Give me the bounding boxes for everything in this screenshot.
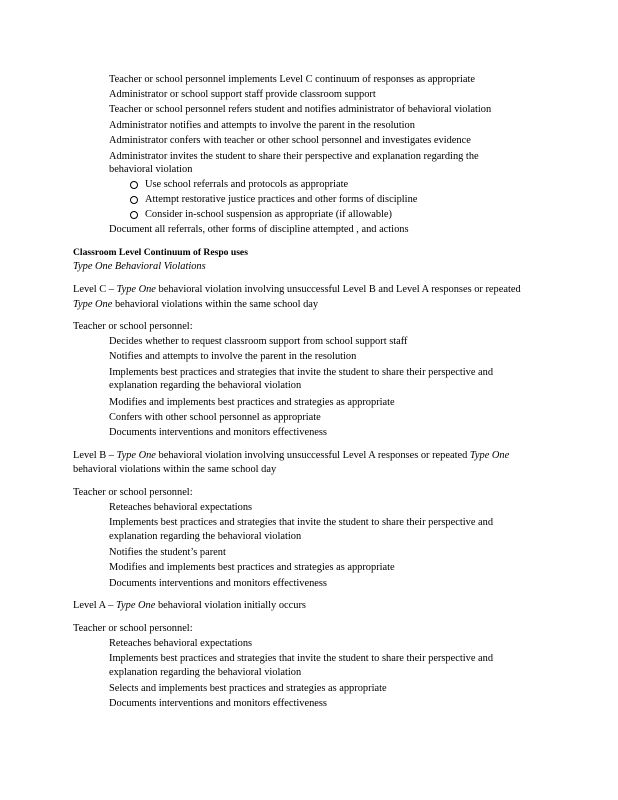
section-subheading: Type One Behavioral Violations	[73, 261, 206, 272]
list-item: Documents interventions and monitors effectiveness	[109, 427, 327, 438]
sub-bullet-circle	[130, 211, 138, 219]
list-item-continuation: explanation regarding the behavioral violation	[109, 667, 302, 678]
list-item: Selects and implements best practices and strategies as appropriate	[109, 683, 387, 694]
list-item: Notifies and attempts to involve the parent in the resolution	[109, 351, 357, 362]
level-b-description: Level B – Type One behavioral violation involving unsuccessful Level A responses or repeated Type One	[73, 450, 510, 461]
list-item-continuation: explanation regarding the behavioral violation	[109, 380, 302, 391]
list-item: Implements best practices and strategies that invite the student to share their perspective and	[109, 367, 494, 378]
list-item: Administrator confers with teacher or other school personnel and investigates evidence	[109, 135, 471, 146]
list-item: Modifies and implements best practices and strategies as appropriate	[109, 397, 395, 408]
level-c-description-continuation: Type One behavioral violations within the same school day	[73, 299, 319, 310]
list-item: Administrator invites the student to share their perspective and explanation regarding the	[109, 151, 479, 162]
level-c-description: Level C – Type One behavioral violation involving unsuccessful Level B and Level A responses or repeated	[73, 284, 521, 295]
list-item: Administrator or school support staff provide classroom support	[109, 89, 376, 100]
sub-bullet-circle	[130, 196, 138, 204]
level-b-description-continuation: behavioral violations within the same school day	[73, 464, 277, 475]
list-item: Reteaches behavioral expectations	[109, 638, 253, 649]
list-item: Modifies and implements best practices and strategies as appropriate	[109, 562, 395, 573]
list-item: Decides whether to request classroom support from school support staff	[109, 336, 408, 347]
list-item: Reteaches behavioral expectations	[109, 502, 253, 513]
list-item: Teacher or school personnel implements Level C continuum of responses as appropriate	[109, 74, 476, 85]
level-a-description: Level A – Type One behavioral violation initially occurs	[73, 600, 306, 611]
list-item: Confers with other school personnel as appropriate	[109, 412, 321, 423]
list-item-continuation: behavioral violation	[109, 164, 193, 175]
list-item: Notifies the student’s parent	[109, 547, 226, 558]
list-item-continuation: explanation regarding the behavioral violation	[109, 531, 302, 542]
list-item: Documents interventions and monitors effectiveness	[109, 698, 327, 709]
section-heading: Classroom Level Continuum of Respo uses	[73, 247, 248, 258]
list-item: Teacher or school personnel refers student and notifies administrator of behavioral violation	[109, 104, 492, 115]
level-c-intro: Teacher or school personnel:	[73, 321, 193, 332]
list-item: Administrator notifies and attempts to involve the parent in the resolution	[109, 120, 415, 131]
level-b-intro: Teacher or school personnel:	[73, 487, 193, 498]
sub-list-item: Consider in-school suspension as appropriate (if allowable)	[145, 209, 393, 220]
sub-bullet-circle	[130, 181, 138, 189]
sub-list-item: Attempt restorative justice practices and other forms of discipline	[145, 194, 418, 205]
list-item: Documents interventions and monitors effectiveness	[109, 578, 327, 589]
list-item: Implements best practices and strategies that invite the student to share their perspective and	[109, 653, 494, 664]
level-a-intro: Teacher or school personnel:	[73, 623, 193, 634]
list-item: Implements best practices and strategies that invite the student to share their perspective and	[109, 517, 494, 528]
sub-list-item: Use school referrals and protocols as appropriate	[145, 179, 349, 190]
list-item: Document all referrals, other forms of discipline attempted , and actions	[109, 224, 409, 235]
